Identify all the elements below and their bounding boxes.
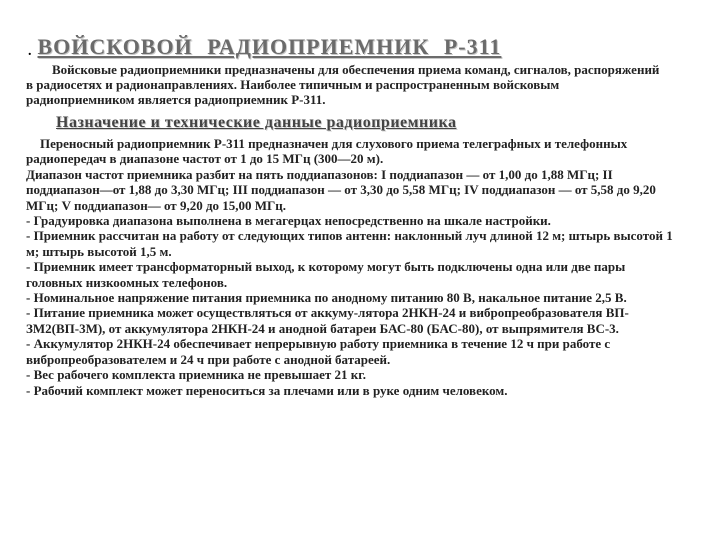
paragraph-subbands: Диапазон частот приемника разбит на пять поддиапазонов: I поддиапазон — от 1,00 до 1,88 МГц; II поддиапазон—от 1,88 до 3,30 МГц; III поддиапазон — от 3,30 до 5,58 МГц; IV поддиапазон — от 5,58 до 9,20 МГц; V поддиапазон— от 9,20 до 15,00 МГц.: [26, 166, 656, 213]
list-item: - Номинальное напряжение питания приемника по анодному питанию 80 В, накальное питание 2,5 В.: [26, 290, 627, 306]
page-title: ВОЙСКОВОЙ РАДИОПРИЕМНИК Р-311: [37, 34, 502, 59]
list-item: - Градуировка диапазона выполнена в мегагерцах непосредственно на шкале настройки.: [26, 213, 551, 229]
list-item: - Рабочий комплект может переноситься за плечами или в руке одним человеком.: [26, 382, 508, 398]
section-subtitle: Назначение и технические данные радиоприемника: [56, 114, 457, 131]
title-bullet: .: [28, 44, 32, 59]
list-item: - Приемник рассчитан на работу от следующих типов антенн: наклонный луч длиной 12 м; штырь высотой 1 м; штырь высотой 1,5 м.: [26, 228, 673, 259]
list-item: - Аккумулятор 2НКН-24 обеспечивает непрерывную работу приемника в течение 12 ч при работе с вибропреобразователем и 24 ч при работе с анодной батареей.: [26, 336, 611, 367]
intro-paragraph: Войсковые радиоприемники предназначены для обеспечения приема команд, сигналов, распоряжений в радиосетях и радионаправлениях. Наиболее типичным и распространенным войсковым радиоприемником является радиоприемник Р-311.: [26, 62, 660, 107]
list-item: - Вес рабочего комплекта приемника не превышает 21 кг.: [26, 367, 366, 383]
title-row: [28, 34, 501, 60]
paragraph-purpose: Переносный радиоприемник Р-311 предназначен для слухового приема телеграфных и телефонных радиопередач в диапазоне частот от 1 до 15 МГц (300—20 м).: [26, 136, 628, 167]
list-item: - Питание приемника может осуществляться от аккуму-лятора 2НКН-24 и вибропреобразователя ВП-ЗМ2(ВП-3М), от аккумулятора 2НКН-24 и анодной батареи БАС-80 (БАС-80), от выпрямителя ВС-3.: [26, 305, 629, 336]
list-item: - Приемник имеет трансформаторный выход, к которому могут быть подключены одна или две пары головных низкоомных телефонов.: [26, 259, 626, 290]
body-text: [26, 136, 674, 398]
